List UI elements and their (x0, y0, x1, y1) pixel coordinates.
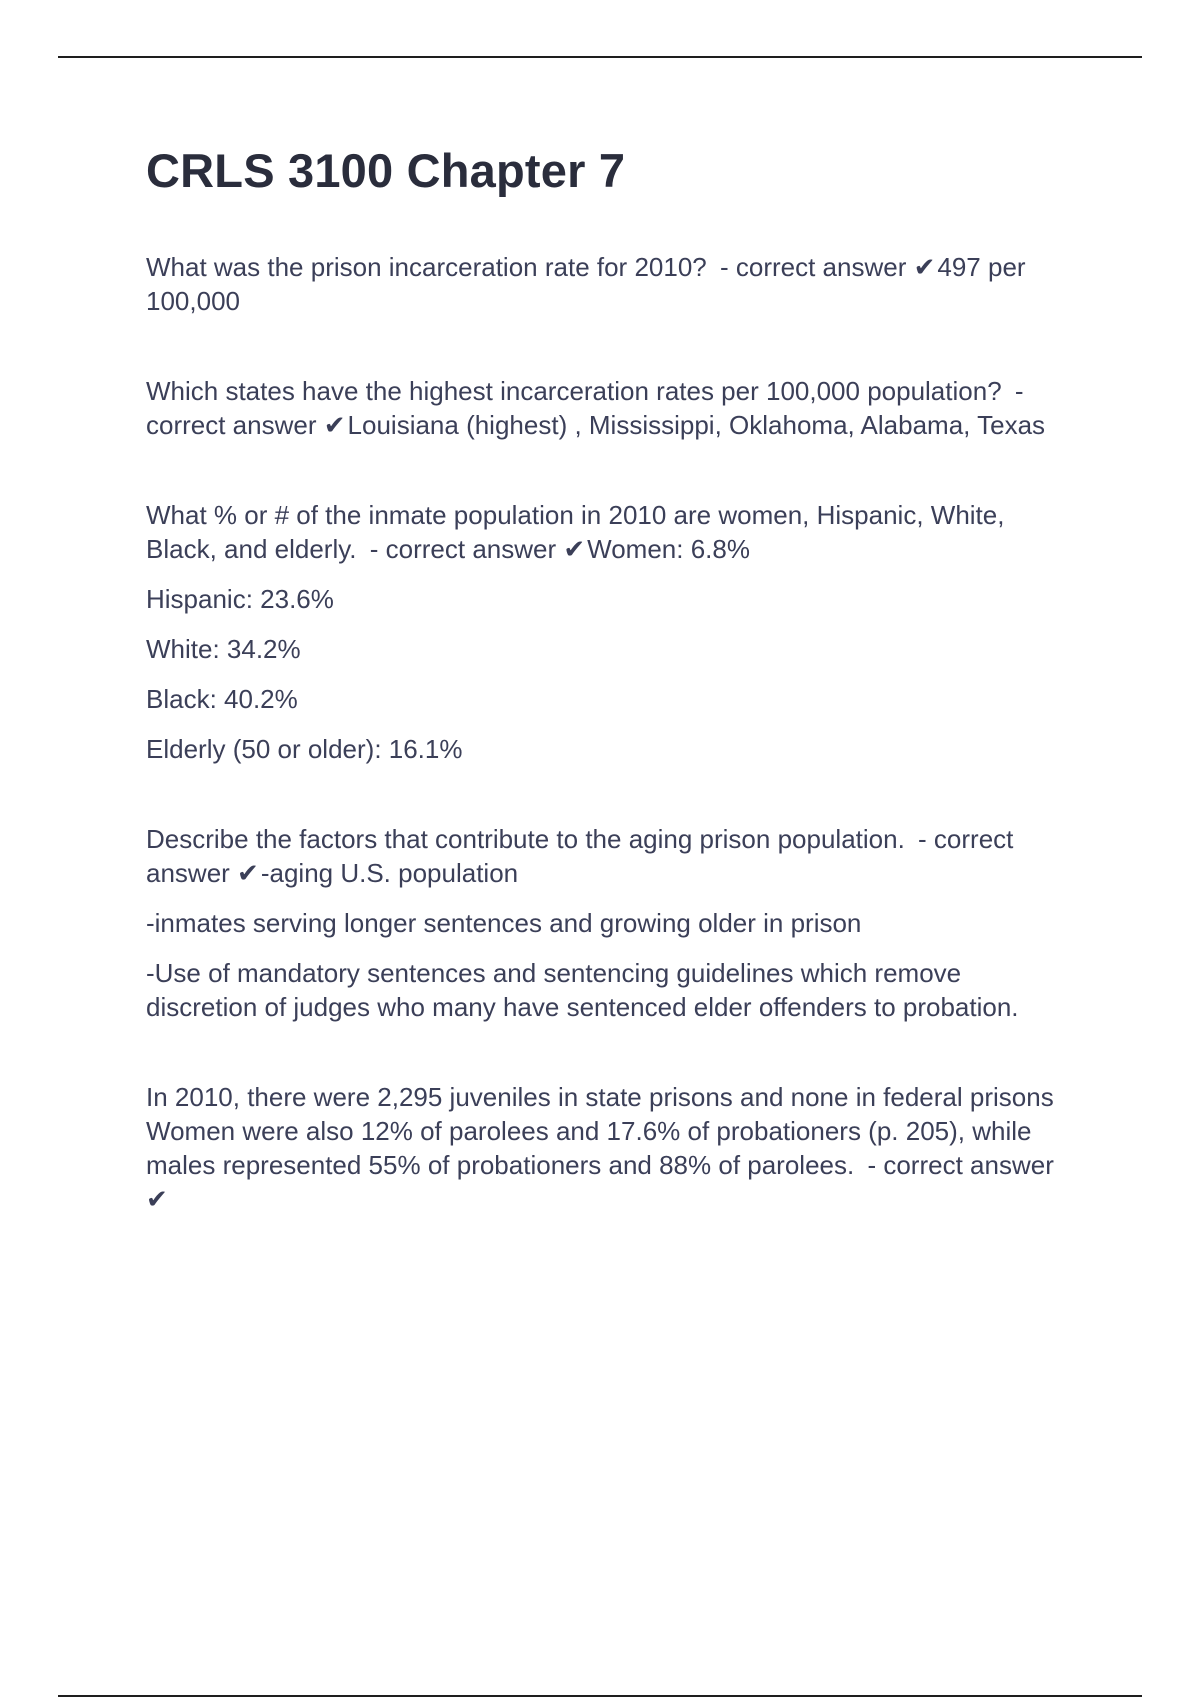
qa-first-line (146, 822, 1076, 890)
answer-text: -aging U.S. population (260, 858, 519, 888)
answer-line: Hispanic: 23.6% (146, 584, 334, 614)
question-text: Describe the factors that contribute to the aging prison population. (146, 824, 905, 854)
answer-marker: - correct answer (867, 1150, 1054, 1180)
question-text: What was the prison incarceration rate for 2010? (146, 252, 707, 282)
checkmark-icon: ✔ (563, 534, 586, 564)
answer-line: -Use of mandatory sentences and sentencing guidelines which remove discretion of judges who many have sentenced elder offenders to probation. (146, 958, 1019, 1022)
answer-text: Women: 6.8% (587, 534, 750, 564)
answer-line: Black: 40.2% (146, 684, 298, 714)
qa-item (146, 374, 1076, 442)
page-title: CRLS 3100 Chapter 7 (146, 144, 626, 197)
checkmark-icon: ✔ (146, 1184, 168, 1214)
checkmark-icon: ✔ (323, 410, 346, 440)
answer-text: Louisiana (highest) , Mississippi, Oklahoma, Alabama, Texas (347, 410, 1046, 440)
checkmark-icon: ✔ (237, 858, 259, 888)
checkmark-icon: ✔ (913, 252, 936, 282)
qa-list (146, 250, 1076, 1272)
qa-item (146, 822, 1076, 1024)
answer-marker: - correct answer (146, 824, 1014, 888)
answer-marker: - correct answer (146, 376, 1024, 440)
answer-line: -inmates serving longer sentences and growing older in prison (146, 908, 862, 938)
question-text: Which states have the highest incarceration rates per 100,000 population? (146, 376, 1002, 406)
top-rule (58, 56, 1142, 58)
question-text: What % or # of the inmate population in 2010 are women, Hispanic, White, Black, and elderly. (146, 500, 1005, 564)
answer-marker: - correct answer (719, 252, 914, 282)
answer-line: White: 34.2% (146, 634, 301, 664)
question-text: In 2010, there were 2,295 juveniles in state prisons and none in federal prisons Women were also 12% of parolees and 17.6% of probationers (p. 205), while males represented 55% of probationers and 88% of parolees. (146, 1082, 1054, 1180)
qa-item (146, 250, 1076, 318)
answer-text: 497 per 100,000 (146, 252, 1026, 316)
bottom-rule (58, 1695, 1142, 1697)
qa-first-line (146, 1080, 1076, 1216)
qa-first-line (146, 498, 1076, 566)
answer-line: Elderly (50 or older): 16.1% (146, 734, 463, 764)
qa-item (146, 1080, 1076, 1216)
qa-item (146, 498, 1076, 766)
qa-first-line (146, 250, 1076, 318)
answer-marker: - correct answer (369, 534, 564, 564)
qa-first-line (146, 374, 1076, 442)
